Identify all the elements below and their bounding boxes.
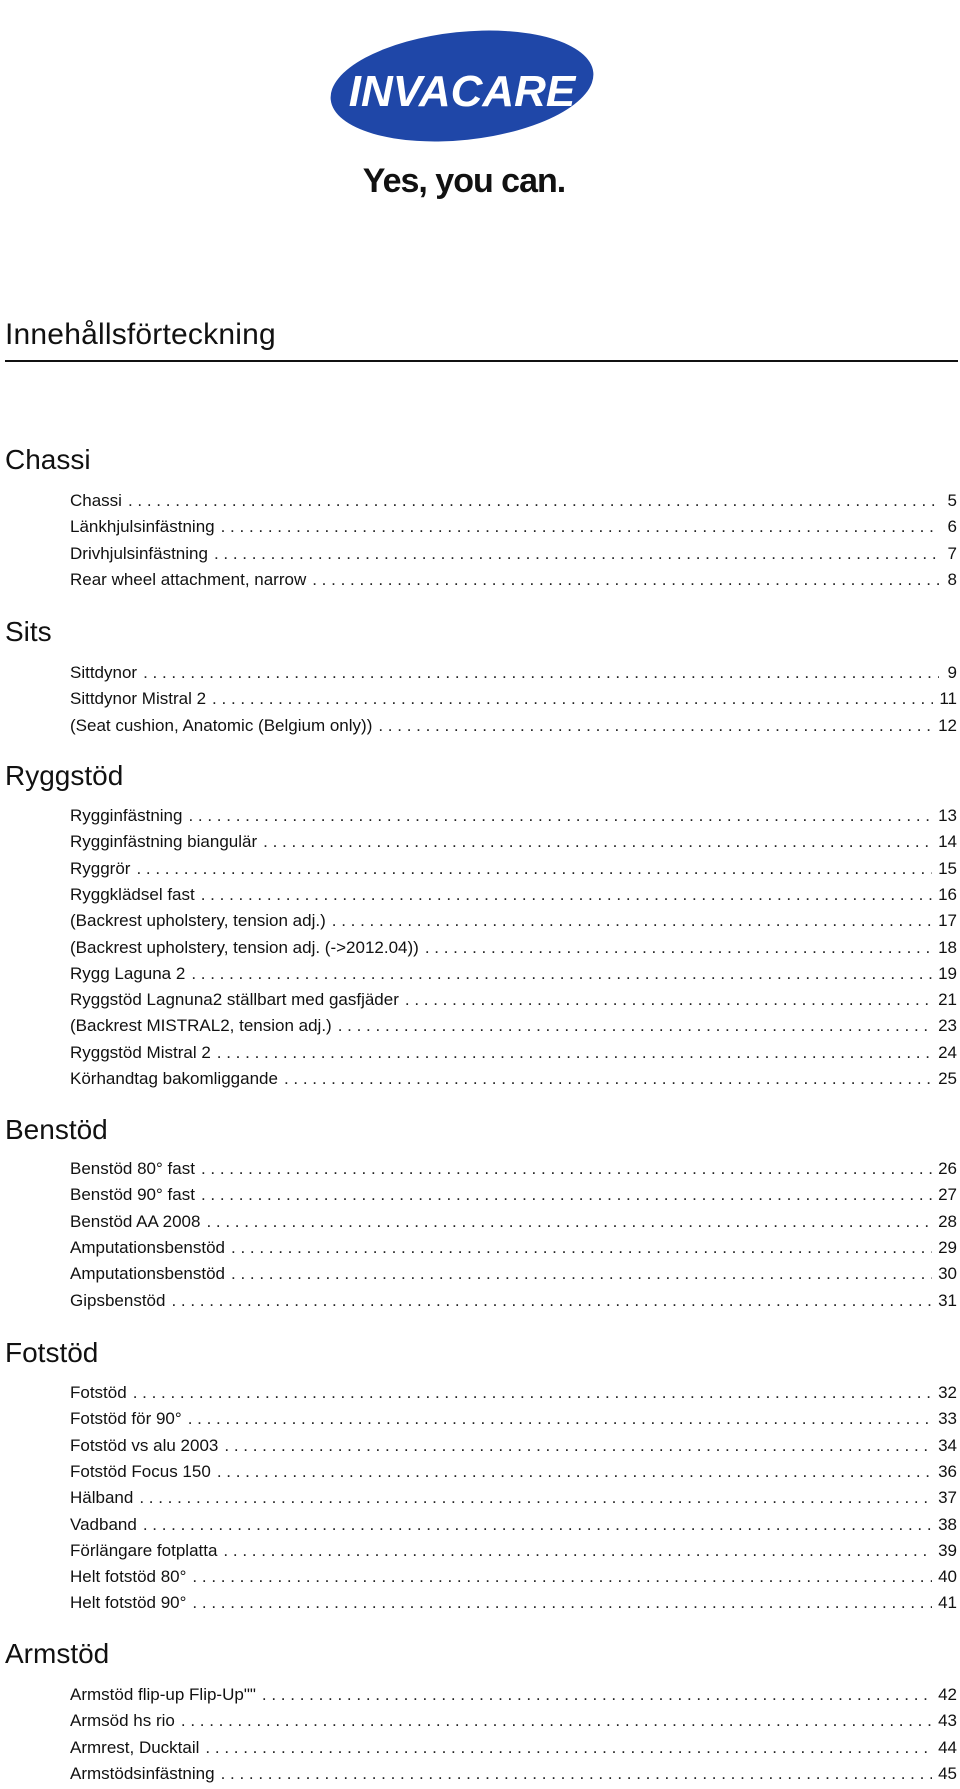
dot-leader	[405, 987, 932, 1013]
logo-brand-text: INVACARE	[348, 67, 576, 116]
dot-leader	[205, 1735, 932, 1761]
toc-entry-page-number: 42	[938, 1685, 957, 1704]
toc-entry[interactable]	[70, 935, 957, 961]
toc-entry-page-number: 31	[938, 1290, 957, 1310]
toc-entry-page-number: 19	[938, 963, 957, 983]
toc-entry-label: Benstöd 90° fast	[70, 1185, 195, 1205]
section-heading: Benstöd	[5, 1114, 108, 1145]
toc-entry-label: Förlängare fotplatta	[70, 1540, 218, 1560]
toc-entry[interactable]	[70, 1261, 957, 1287]
toc-entry-page-number: 8	[947, 569, 957, 589]
toc-entry-label: Benstöd 80° fast	[70, 1159, 195, 1178]
toc-entry-label: Armrest, Ducktail	[70, 1737, 200, 1757]
page-title: Innehållsförteckning	[5, 318, 276, 351]
section-heading: Chassi	[5, 444, 91, 475]
toc-entry[interactable]	[70, 1235, 957, 1261]
dot-leader	[201, 1156, 932, 1182]
toc-entry[interactable]	[70, 1066, 957, 1092]
title-divider	[5, 360, 958, 362]
toc-entry-label: Rygginfästning biangulär	[70, 832, 258, 852]
dot-leader	[224, 1433, 932, 1459]
toc-entry-page-number: 27	[938, 1185, 957, 1205]
dot-leader	[231, 1261, 932, 1287]
toc-entry[interactable]	[70, 1761, 957, 1787]
toc-entry-page-number: 30	[938, 1264, 957, 1284]
toc-entry[interactable]	[70, 1182, 957, 1208]
toc-entry-page-number: 24	[938, 1042, 957, 1062]
toc-entry-label: Amputationsbenstöd	[70, 1237, 225, 1257]
toc-entry-label: Hälband	[70, 1488, 134, 1508]
toc-entry-page-number: 32	[938, 1383, 957, 1402]
toc-entry-page-number: 38	[938, 1514, 957, 1534]
toc-entry-page-number: 18	[938, 937, 957, 957]
toc-entry[interactable]	[70, 541, 957, 567]
dot-leader	[332, 908, 932, 934]
dot-leader	[214, 541, 939, 567]
section-heading: Fotstöd	[5, 1337, 99, 1368]
toc-entry[interactable]	[70, 660, 957, 686]
toc-entry-label: (Backrest upholstery, tension adj.)	[70, 911, 326, 931]
dot-leader	[143, 660, 939, 686]
toc-entry-label: Drivhjulsinfästning	[70, 543, 208, 563]
toc-entry[interactable]	[70, 1433, 957, 1459]
toc-entry-page-number: 29	[938, 1237, 957, 1257]
toc-entry-page-number: 13	[938, 806, 957, 825]
toc-entry-label: (Backrest MISTRAL2, tension adj.)	[70, 1016, 332, 1036]
toc-entry-page-number: 17	[938, 911, 957, 931]
toc-entry-page-number: 23	[938, 1016, 957, 1036]
toc-entry-label: Körhandtag bakomliggande	[70, 1069, 278, 1088]
dot-leader	[192, 1590, 932, 1616]
dot-leader	[128, 488, 939, 514]
toc-entry-page-number: 21	[938, 990, 957, 1010]
toc-entry[interactable]	[70, 686, 957, 712]
toc-entry[interactable]	[70, 1735, 957, 1761]
dot-leader	[188, 1406, 932, 1432]
dot-leader	[136, 856, 932, 882]
toc-entry-label: Ryggklädsel fast	[70, 884, 195, 904]
dot-leader	[284, 1066, 932, 1092]
dot-leader	[223, 1538, 932, 1564]
dot-leader	[171, 1288, 932, 1314]
toc-entry-label: (Backrest upholstery, tension adj. (->2012.04))	[70, 937, 419, 957]
toc-entry[interactable]	[70, 567, 957, 593]
toc-entry-label: Armstödsinfästning	[70, 1763, 215, 1783]
toc-entry-label: Armsöd hs rio	[70, 1711, 175, 1731]
dot-leader	[378, 713, 932, 739]
dot-leader	[312, 567, 939, 593]
toc-entry-label: Rygginfästning	[70, 806, 183, 825]
toc-entry[interactable]	[70, 1380, 957, 1406]
toc-entry-page-number: 6	[947, 517, 957, 537]
toc-entry-page-number: 7	[947, 543, 957, 563]
dot-leader	[206, 1209, 932, 1235]
toc-entry[interactable]	[70, 1708, 957, 1734]
toc-entry[interactable]	[70, 713, 957, 739]
toc-entry[interactable]	[70, 1512, 957, 1538]
toc-entry-page-number: 9	[947, 663, 957, 682]
section-heading: Armstöd	[5, 1638, 110, 1669]
dot-leader	[231, 1235, 932, 1261]
toc-entry[interactable]	[70, 1564, 957, 1590]
toc-entry[interactable]	[70, 1590, 957, 1616]
dot-leader	[338, 1013, 932, 1039]
toc-entry-page-number: 14	[938, 832, 957, 852]
dot-leader	[425, 935, 932, 961]
toc-entry-page-number: 15	[938, 858, 957, 878]
dot-leader	[181, 1708, 932, 1734]
toc-entry-label: Sittdynor Mistral 2	[70, 689, 207, 709]
toc-entry-label: Fotstöd	[70, 1383, 127, 1402]
invacare-logo-graphic	[272, 14, 602, 224]
dot-leader	[221, 1761, 933, 1787]
toc-entry-page-number: 44	[938, 1737, 957, 1757]
toc-entry-label: Gipsbenstöd	[70, 1290, 166, 1310]
toc-entry-page-number: 40	[938, 1567, 957, 1587]
toc-entry-label: Helt fotstöd 80°	[70, 1567, 187, 1587]
toc-entry-page-number: 36	[938, 1461, 957, 1481]
toc-entry-page-number: 39	[938, 1540, 957, 1560]
toc-entry[interactable]	[70, 882, 957, 908]
toc-entry-page-number: 33	[938, 1409, 957, 1429]
logo-tagline: Yes, you can.	[362, 162, 566, 200]
toc-entry[interactable]	[70, 829, 957, 855]
toc-entry[interactable]	[70, 961, 957, 987]
toc-entry-page-number: 5	[947, 491, 957, 510]
toc-entry-label: Rear wheel attachment, narrow	[70, 569, 307, 589]
toc-entry-page-number: 34	[938, 1435, 957, 1455]
toc-entry-page-number: 43	[938, 1711, 957, 1731]
dot-leader	[143, 1512, 932, 1538]
dot-leader	[191, 961, 932, 987]
toc-entry[interactable]	[70, 1538, 957, 1564]
dot-leader	[217, 1040, 932, 1066]
dot-leader	[201, 882, 932, 908]
toc-entry-page-number: 12	[938, 715, 957, 735]
toc-entry-label: Ryggrör	[70, 858, 131, 878]
invacare-logo	[272, 14, 602, 224]
dot-leader	[262, 1682, 932, 1708]
dot-leader	[139, 1485, 932, 1511]
toc-entry-label: Fotstöd vs alu 2003	[70, 1435, 219, 1455]
toc-entry-label: Sittdynor	[70, 663, 138, 682]
section-heading: Ryggstöd	[5, 760, 124, 791]
toc-entry[interactable]	[70, 1040, 957, 1066]
toc-entry[interactable]	[70, 987, 957, 1013]
dot-leader	[221, 514, 939, 540]
section-heading: Sits	[5, 616, 52, 647]
dot-leader	[188, 803, 932, 829]
dot-leader	[263, 829, 932, 855]
toc-entry[interactable]	[70, 1288, 957, 1314]
toc-entry-label: Länkhjulsinfästning	[70, 517, 215, 537]
dot-leader	[133, 1380, 932, 1406]
toc-entry-page-number: 41	[938, 1593, 957, 1613]
toc-entry-label: Helt fotstöd 90°	[70, 1593, 187, 1613]
toc-entry[interactable]	[70, 908, 957, 934]
toc-entry[interactable]	[70, 514, 957, 540]
toc-entry-page-number: 26	[938, 1159, 957, 1178]
toc-entry-label: Vadband	[70, 1514, 137, 1534]
toc-entry-label: Rygg Laguna 2	[70, 963, 186, 983]
toc-entry[interactable]	[70, 1459, 957, 1485]
toc-entry[interactable]	[70, 488, 957, 514]
toc-entry-label: Ryggstöd Mistral 2	[70, 1042, 211, 1062]
toc-entry[interactable]	[70, 1406, 957, 1432]
toc-entry-page-number: 28	[938, 1211, 957, 1231]
dot-leader	[212, 686, 933, 712]
toc-entry[interactable]	[70, 1209, 957, 1235]
toc-entry-page-number: 16	[938, 884, 957, 904]
toc-entry-page-number: 11	[939, 689, 957, 709]
toc-entry-label: Fotstöd för 90°	[70, 1409, 182, 1429]
dot-leader	[201, 1182, 932, 1208]
toc-entry-page-number: 25	[938, 1069, 957, 1088]
toc-entry-label: Benstöd AA 2008	[70, 1211, 201, 1231]
dot-leader	[217, 1459, 932, 1485]
toc-entry-page-number: 37	[938, 1488, 957, 1508]
toc-entry[interactable]	[70, 1682, 957, 1708]
toc-entry[interactable]	[70, 1156, 957, 1182]
toc-entry-label: Armstöd flip-up Flip-Up""	[70, 1685, 256, 1704]
toc-entry-label: (Seat cushion, Anatomic (Belgium only))	[70, 715, 373, 735]
toc-entry-label: Fotstöd Focus 150	[70, 1461, 211, 1481]
toc-entry-label: Ryggstöd Lagnuna2 ställbart med gasfjäder	[70, 990, 399, 1010]
toc-entry[interactable]	[70, 1485, 957, 1511]
toc-entry-page-number: 45	[938, 1763, 957, 1783]
toc-entry[interactable]	[70, 1013, 957, 1039]
toc-entry[interactable]	[70, 803, 957, 829]
toc-entry-label: Chassi	[70, 491, 122, 510]
toc-entry-label: Amputationsbenstöd	[70, 1264, 225, 1284]
dot-leader	[192, 1564, 932, 1590]
toc-entry[interactable]	[70, 856, 957, 882]
